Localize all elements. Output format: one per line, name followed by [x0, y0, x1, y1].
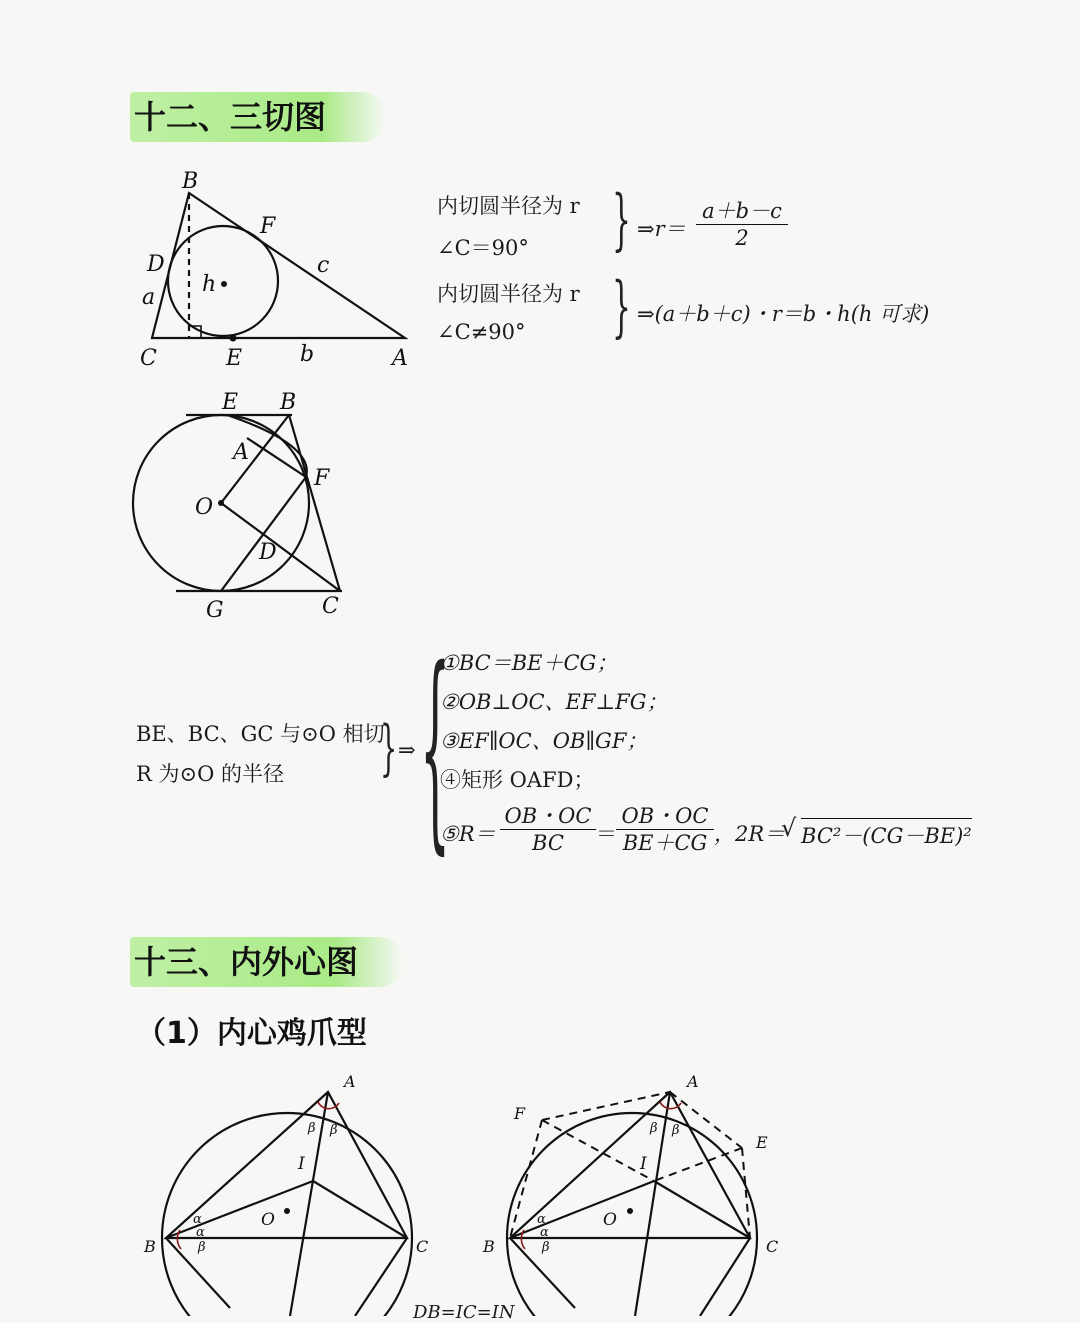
- sqrt-symbol: √: [781, 814, 797, 842]
- fig4-beta-1: β: [650, 1121, 658, 1136]
- label-C: C: [140, 346, 157, 371]
- fig3-beta-2: β: [330, 1123, 338, 1138]
- label-A: A: [392, 346, 408, 371]
- fig4-label-O: O: [603, 1210, 617, 1230]
- fig2-label-D: D: [259, 540, 277, 565]
- fig4-alpha-2: α: [540, 1225, 549, 1240]
- brace-1: }: [612, 181, 631, 258]
- fig3-label-A: A: [344, 1072, 356, 1091]
- brace-3: }: [380, 713, 398, 783]
- conclusion-4: ④矩形 OAFD；: [440, 768, 595, 792]
- label-D: D: [147, 252, 165, 277]
- fig4-label-A: A: [687, 1072, 699, 1091]
- fig4-label-F: F: [514, 1104, 526, 1123]
- fraction-1-denominator: BC: [532, 831, 564, 855]
- fig4-beta-2: β: [672, 1123, 680, 1138]
- label-h: h: [202, 272, 217, 297]
- conclusion-2: ②OB⊥OC、EF⊥FG；: [440, 690, 668, 714]
- fig2-label-O: O: [195, 495, 214, 520]
- brace-2: }: [612, 268, 631, 345]
- fig3-label-B: B: [144, 1237, 156, 1256]
- radius-condition: R 为⊙O 的半径: [136, 762, 284, 786]
- label-c: c: [317, 253, 330, 278]
- conclusion-1: ①BC＝BE＋CG；: [440, 651, 618, 675]
- figure-three-tangents: [120, 385, 350, 625]
- fig2-label-G: G: [206, 598, 224, 623]
- figure-incenter-claw-right: [480, 1068, 780, 1316]
- conclusion-5-prefix: ⑤R＝: [440, 822, 496, 846]
- fig4-alpha-1: α: [537, 1212, 546, 1227]
- conclusion-3: ③EF∥OC、OB∥GF；: [440, 729, 648, 753]
- r-formula-fraction: [696, 198, 788, 251]
- figure-incircle-triangle: [130, 160, 420, 375]
- fig3-label-C: C: [416, 1237, 429, 1256]
- fig3-alpha-2: α: [196, 1225, 205, 1240]
- incenter-claw-subheading: （1）内心鸡爪型: [136, 1016, 367, 1051]
- fig4-label-C: C: [766, 1237, 779, 1256]
- incircle-radius-line2: 内切圆半径为 r: [437, 282, 580, 306]
- fig3-label-O: O: [261, 1210, 275, 1230]
- r-formula-numerator: a＋b－c: [696, 198, 788, 225]
- tangent-condition: BE、BC、GC 与⊙O 相切: [136, 722, 385, 746]
- r-formula-lhs: ⇒r＝: [637, 217, 686, 241]
- figure-incenter-claw-left: [140, 1068, 440, 1316]
- section-twelve-heading: 十二、三切图: [130, 92, 386, 142]
- fig3-beta-1: β: [308, 1121, 316, 1136]
- angle-c-90-line: ∠C＝90°: [437, 236, 529, 260]
- angle-c-not-90-line: ∠C≠90°: [437, 320, 526, 344]
- fig2-label-E: E: [222, 390, 239, 415]
- incircle-radius-line1: 内切圆半径为 r: [437, 194, 580, 218]
- implies-arrow: ⇒: [398, 738, 416, 762]
- footer-partial-text: DB=IC=IN: [413, 1302, 515, 1323]
- fig4-label-B: B: [483, 1237, 495, 1256]
- conclusion-5-suffix: ，2R＝: [714, 822, 786, 846]
- section-thirteen-heading: 十三、内外心图: [130, 937, 404, 987]
- label-b: b: [300, 342, 315, 367]
- fig2-label-F: F: [314, 466, 330, 491]
- radius-fraction-1: [500, 803, 596, 856]
- label-F: F: [260, 214, 276, 239]
- radius-fraction-2: [616, 803, 714, 856]
- fraction-2-denominator: BE＋CG: [622, 831, 708, 855]
- fig3-alpha-1: α: [193, 1212, 202, 1227]
- label-E: E: [226, 346, 243, 371]
- fig4-label-I: I: [640, 1154, 647, 1174]
- fig3-beta-3: β: [198, 1240, 206, 1255]
- fraction-2-numerator: OB・OC: [616, 803, 714, 830]
- equals-sign: ＝: [596, 822, 617, 846]
- label-a: a: [142, 285, 156, 310]
- label-B: B: [182, 169, 199, 194]
- r-formula-denominator: 2: [735, 226, 749, 250]
- fig4-label-E: E: [756, 1133, 768, 1152]
- sqrt-expression: BC²－(CG－BE)²: [801, 818, 972, 850]
- fig2-label-C: C: [322, 594, 339, 619]
- fig2-label-A: A: [233, 440, 249, 465]
- fig3-label-I: I: [298, 1154, 305, 1174]
- fig2-label-B: B: [280, 390, 297, 415]
- area-formula: ⇒(a＋b＋c)・r＝b・h(h 可求): [637, 302, 930, 326]
- big-brace: {: [420, 622, 451, 873]
- fraction-1-numerator: OB・OC: [500, 803, 596, 830]
- fig4-beta-3: β: [542, 1240, 550, 1255]
